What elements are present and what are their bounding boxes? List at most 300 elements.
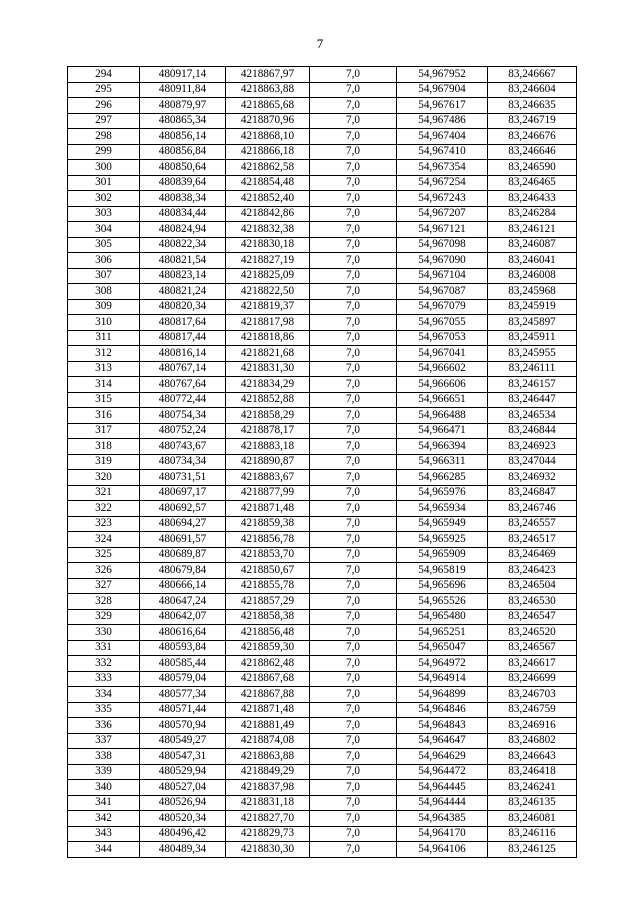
longitude-cell: 83,246916 xyxy=(488,718,577,734)
longitude-cell: 83,246157 xyxy=(488,377,577,393)
latitude-cell: 54,965251 xyxy=(397,625,488,641)
x-coordinate-cell: 480817,64 xyxy=(140,315,226,331)
point-number-cell: 319 xyxy=(68,454,140,470)
longitude-cell: 83,246676 xyxy=(488,129,577,145)
x-coordinate-cell: 480879,97 xyxy=(140,98,226,114)
table-row xyxy=(68,733,577,749)
table-row xyxy=(68,113,577,129)
latitude-cell: 54,965934 xyxy=(397,501,488,517)
x-coordinate-cell: 480743,67 xyxy=(140,439,226,455)
latitude-cell: 54,964170 xyxy=(397,826,488,842)
table-row xyxy=(68,764,577,780)
latitude-cell: 54,965819 xyxy=(397,563,488,579)
point-number-cell: 328 xyxy=(68,594,140,610)
value-cell: 7,0 xyxy=(310,361,397,377)
y-coordinate-cell: 4218881,49 xyxy=(226,718,310,734)
point-number-cell: 342 xyxy=(68,811,140,827)
longitude-cell: 83,246847 xyxy=(488,485,577,501)
point-number-cell: 317 xyxy=(68,423,140,439)
value-cell: 7,0 xyxy=(310,237,397,253)
table-row xyxy=(68,516,577,532)
table-row xyxy=(68,749,577,765)
longitude-cell: 83,246699 xyxy=(488,671,577,687)
table-row xyxy=(68,547,577,563)
value-cell: 7,0 xyxy=(310,144,397,160)
value-cell: 7,0 xyxy=(310,671,397,687)
longitude-cell: 83,245919 xyxy=(488,299,577,315)
x-coordinate-cell: 480691,57 xyxy=(140,532,226,548)
y-coordinate-cell: 4218857,29 xyxy=(226,594,310,610)
value-cell: 7,0 xyxy=(310,795,397,811)
longitude-cell: 83,246517 xyxy=(488,532,577,548)
y-coordinate-cell: 4218867,68 xyxy=(226,671,310,687)
point-number-cell: 312 xyxy=(68,346,140,362)
latitude-cell: 54,965480 xyxy=(397,609,488,625)
table-row xyxy=(68,671,577,687)
x-coordinate-cell: 480694,27 xyxy=(140,516,226,532)
latitude-cell: 54,964899 xyxy=(397,687,488,703)
point-number-cell: 295 xyxy=(68,82,140,98)
x-coordinate-cell: 480838,34 xyxy=(140,191,226,207)
table-row xyxy=(68,780,577,796)
x-coordinate-cell: 480767,64 xyxy=(140,377,226,393)
x-coordinate-cell: 480821,54 xyxy=(140,253,226,269)
latitude-cell: 54,966285 xyxy=(397,470,488,486)
x-coordinate-cell: 480734,34 xyxy=(140,454,226,470)
longitude-cell: 83,246465 xyxy=(488,175,577,191)
latitude-cell: 54,967354 xyxy=(397,160,488,176)
y-coordinate-cell: 4218878,17 xyxy=(226,423,310,439)
table-row xyxy=(68,268,577,284)
y-coordinate-cell: 4218862,58 xyxy=(226,160,310,176)
latitude-cell: 54,964843 xyxy=(397,718,488,734)
table-row xyxy=(68,253,577,269)
x-coordinate-cell: 480731,51 xyxy=(140,470,226,486)
longitude-cell: 83,246604 xyxy=(488,82,577,98)
latitude-cell: 54,967098 xyxy=(397,237,488,253)
table-row xyxy=(68,625,577,641)
x-coordinate-cell: 480917,14 xyxy=(140,67,226,83)
latitude-cell: 54,965696 xyxy=(397,578,488,594)
value-cell: 7,0 xyxy=(310,811,397,827)
latitude-cell: 54,964972 xyxy=(397,656,488,672)
latitude-cell: 54,967090 xyxy=(397,253,488,269)
point-number-cell: 298 xyxy=(68,129,140,145)
longitude-cell: 83,246530 xyxy=(488,594,577,610)
point-number-cell: 331 xyxy=(68,640,140,656)
y-coordinate-cell: 4218859,38 xyxy=(226,516,310,532)
table-row xyxy=(68,640,577,656)
table-row xyxy=(68,842,577,858)
table-row xyxy=(68,470,577,486)
value-cell: 7,0 xyxy=(310,485,397,501)
value-cell: 7,0 xyxy=(310,826,397,842)
longitude-cell: 83,246447 xyxy=(488,392,577,408)
x-coordinate-cell: 480570,94 xyxy=(140,718,226,734)
longitude-cell: 83,246284 xyxy=(488,206,577,222)
y-coordinate-cell: 4218866,18 xyxy=(226,144,310,160)
y-coordinate-cell: 4218871,48 xyxy=(226,501,310,517)
y-coordinate-cell: 4218858,38 xyxy=(226,609,310,625)
longitude-cell: 83,246932 xyxy=(488,470,577,486)
y-coordinate-cell: 4218817,98 xyxy=(226,315,310,331)
latitude-cell: 54,964647 xyxy=(397,733,488,749)
y-coordinate-cell: 4218819,37 xyxy=(226,299,310,315)
x-coordinate-cell: 480547,31 xyxy=(140,749,226,765)
longitude-cell: 83,246802 xyxy=(488,733,577,749)
y-coordinate-cell: 4218830,30 xyxy=(226,842,310,858)
point-number-cell: 327 xyxy=(68,578,140,594)
x-coordinate-cell: 480642,07 xyxy=(140,609,226,625)
point-number-cell: 313 xyxy=(68,361,140,377)
point-number-cell: 330 xyxy=(68,625,140,641)
x-coordinate-cell: 480489,34 xyxy=(140,842,226,858)
longitude-cell: 83,246844 xyxy=(488,423,577,439)
y-coordinate-cell: 4218856,78 xyxy=(226,532,310,548)
table-row xyxy=(68,609,577,625)
latitude-cell: 54,966606 xyxy=(397,377,488,393)
x-coordinate-cell: 480579,04 xyxy=(140,671,226,687)
latitude-cell: 54,965925 xyxy=(397,532,488,548)
value-cell: 7,0 xyxy=(310,594,397,610)
longitude-cell: 83,247044 xyxy=(488,454,577,470)
latitude-cell: 54,966311 xyxy=(397,454,488,470)
point-number-cell: 339 xyxy=(68,764,140,780)
y-coordinate-cell: 4218854,48 xyxy=(226,175,310,191)
y-coordinate-cell: 4218830,18 xyxy=(226,237,310,253)
value-cell: 7,0 xyxy=(310,656,397,672)
y-coordinate-cell: 4218827,19 xyxy=(226,253,310,269)
longitude-cell: 83,246635 xyxy=(488,98,577,114)
point-number-cell: 321 xyxy=(68,485,140,501)
y-coordinate-cell: 4218849,29 xyxy=(226,764,310,780)
point-number-cell: 318 xyxy=(68,439,140,455)
y-coordinate-cell: 4218852,40 xyxy=(226,191,310,207)
longitude-cell: 83,246923 xyxy=(488,439,577,455)
table-body xyxy=(68,67,577,858)
longitude-cell: 83,246121 xyxy=(488,222,577,238)
value-cell: 7,0 xyxy=(310,532,397,548)
y-coordinate-cell: 4218874,08 xyxy=(226,733,310,749)
y-coordinate-cell: 4218870,96 xyxy=(226,113,310,129)
table-row xyxy=(68,454,577,470)
longitude-cell: 83,246116 xyxy=(488,826,577,842)
latitude-cell: 54,964445 xyxy=(397,780,488,796)
longitude-cell: 83,245911 xyxy=(488,330,577,346)
table-row xyxy=(68,578,577,594)
value-cell: 7,0 xyxy=(310,764,397,780)
x-coordinate-cell: 480647,24 xyxy=(140,594,226,610)
point-number-cell: 335 xyxy=(68,702,140,718)
latitude-cell: 54,965949 xyxy=(397,516,488,532)
longitude-cell: 83,246703 xyxy=(488,687,577,703)
latitude-cell: 54,966471 xyxy=(397,423,488,439)
table-row xyxy=(68,501,577,517)
value-cell: 7,0 xyxy=(310,392,397,408)
y-coordinate-cell: 4218862,48 xyxy=(226,656,310,672)
latitude-cell: 54,964846 xyxy=(397,702,488,718)
latitude-cell: 54,964444 xyxy=(397,795,488,811)
table-row xyxy=(68,408,577,424)
y-coordinate-cell: 4218837,98 xyxy=(226,780,310,796)
longitude-cell: 83,246759 xyxy=(488,702,577,718)
longitude-cell: 83,246504 xyxy=(488,578,577,594)
x-coordinate-cell: 480767,14 xyxy=(140,361,226,377)
x-coordinate-cell: 480816,14 xyxy=(140,346,226,362)
y-coordinate-cell: 4218868,10 xyxy=(226,129,310,145)
point-number-cell: 326 xyxy=(68,563,140,579)
value-cell: 7,0 xyxy=(310,284,397,300)
y-coordinate-cell: 4218818,86 xyxy=(226,330,310,346)
point-number-cell: 294 xyxy=(68,67,140,83)
value-cell: 7,0 xyxy=(310,346,397,362)
y-coordinate-cell: 4218867,88 xyxy=(226,687,310,703)
value-cell: 7,0 xyxy=(310,609,397,625)
table-row xyxy=(68,284,577,300)
longitude-cell: 83,246469 xyxy=(488,547,577,563)
value-cell: 7,0 xyxy=(310,82,397,98)
latitude-cell: 54,967486 xyxy=(397,113,488,129)
latitude-cell: 54,967087 xyxy=(397,284,488,300)
x-coordinate-cell: 480824,94 xyxy=(140,222,226,238)
point-number-cell: 314 xyxy=(68,377,140,393)
point-number-cell: 308 xyxy=(68,284,140,300)
y-coordinate-cell: 4218863,88 xyxy=(226,749,310,765)
longitude-cell: 83,245897 xyxy=(488,315,577,331)
point-number-cell: 301 xyxy=(68,175,140,191)
point-number-cell: 305 xyxy=(68,237,140,253)
y-coordinate-cell: 4218822,50 xyxy=(226,284,310,300)
x-coordinate-cell: 480820,34 xyxy=(140,299,226,315)
point-number-cell: 315 xyxy=(68,392,140,408)
y-coordinate-cell: 4218863,88 xyxy=(226,82,310,98)
point-number-cell: 300 xyxy=(68,160,140,176)
y-coordinate-cell: 4218842,86 xyxy=(226,206,310,222)
y-coordinate-cell: 4218890,87 xyxy=(226,454,310,470)
latitude-cell: 54,967053 xyxy=(397,330,488,346)
latitude-cell: 54,965976 xyxy=(397,485,488,501)
value-cell: 7,0 xyxy=(310,268,397,284)
table-row xyxy=(68,315,577,331)
table-row xyxy=(68,826,577,842)
x-coordinate-cell: 480616,64 xyxy=(140,625,226,641)
table-row xyxy=(68,299,577,315)
value-cell: 7,0 xyxy=(310,563,397,579)
x-coordinate-cell: 480834,44 xyxy=(140,206,226,222)
y-coordinate-cell: 4218827,70 xyxy=(226,811,310,827)
x-coordinate-cell: 480593,84 xyxy=(140,640,226,656)
table-row xyxy=(68,98,577,114)
value-cell: 7,0 xyxy=(310,454,397,470)
longitude-cell: 83,246125 xyxy=(488,842,577,858)
value-cell: 7,0 xyxy=(310,423,397,439)
longitude-cell: 83,246520 xyxy=(488,625,577,641)
y-coordinate-cell: 4218852,88 xyxy=(226,392,310,408)
value-cell: 7,0 xyxy=(310,749,397,765)
y-coordinate-cell: 4218856,48 xyxy=(226,625,310,641)
y-coordinate-cell: 4218867,97 xyxy=(226,67,310,83)
x-coordinate-cell: 480679,84 xyxy=(140,563,226,579)
longitude-cell: 83,246746 xyxy=(488,501,577,517)
point-number-cell: 307 xyxy=(68,268,140,284)
longitude-cell: 83,246590 xyxy=(488,160,577,176)
y-coordinate-cell: 4218853,70 xyxy=(226,547,310,563)
point-number-cell: 309 xyxy=(68,299,140,315)
table-row xyxy=(68,392,577,408)
x-coordinate-cell: 480692,57 xyxy=(140,501,226,517)
point-number-cell: 325 xyxy=(68,547,140,563)
value-cell: 7,0 xyxy=(310,67,397,83)
table-row xyxy=(68,811,577,827)
point-number-cell: 302 xyxy=(68,191,140,207)
y-coordinate-cell: 4218821,68 xyxy=(226,346,310,362)
value-cell: 7,0 xyxy=(310,501,397,517)
table-row xyxy=(68,687,577,703)
latitude-cell: 54,965909 xyxy=(397,547,488,563)
coordinates-table xyxy=(67,66,577,858)
y-coordinate-cell: 4218855,78 xyxy=(226,578,310,594)
longitude-cell: 83,246433 xyxy=(488,191,577,207)
latitude-cell: 54,967404 xyxy=(397,129,488,145)
value-cell: 7,0 xyxy=(310,780,397,796)
y-coordinate-cell: 4218825,09 xyxy=(226,268,310,284)
page-number: 7 xyxy=(316,36,324,51)
y-coordinate-cell: 4218834,29 xyxy=(226,377,310,393)
y-coordinate-cell: 4218877,99 xyxy=(226,485,310,501)
table-row xyxy=(68,795,577,811)
table-row xyxy=(68,191,577,207)
latitude-cell: 54,967904 xyxy=(397,82,488,98)
point-number-cell: 333 xyxy=(68,671,140,687)
table-row xyxy=(68,594,577,610)
table-row xyxy=(68,129,577,145)
table-row xyxy=(68,82,577,98)
x-coordinate-cell: 480571,44 xyxy=(140,702,226,718)
latitude-cell: 54,966394 xyxy=(397,439,488,455)
point-number-cell: 343 xyxy=(68,826,140,842)
value-cell: 7,0 xyxy=(310,470,397,486)
point-number-cell: 341 xyxy=(68,795,140,811)
x-coordinate-cell: 480529,94 xyxy=(140,764,226,780)
x-coordinate-cell: 480822,34 xyxy=(140,237,226,253)
value-cell: 7,0 xyxy=(310,98,397,114)
longitude-cell: 83,246534 xyxy=(488,408,577,424)
longitude-cell: 83,246617 xyxy=(488,656,577,672)
latitude-cell: 54,964106 xyxy=(397,842,488,858)
table-row xyxy=(68,330,577,346)
point-number-cell: 323 xyxy=(68,516,140,532)
point-number-cell: 297 xyxy=(68,113,140,129)
longitude-cell: 83,246008 xyxy=(488,268,577,284)
x-coordinate-cell: 480520,34 xyxy=(140,811,226,827)
latitude-cell: 54,965047 xyxy=(397,640,488,656)
longitude-cell: 83,246567 xyxy=(488,640,577,656)
point-number-cell: 329 xyxy=(68,609,140,625)
x-coordinate-cell: 480526,94 xyxy=(140,795,226,811)
value-cell: 7,0 xyxy=(310,640,397,656)
x-coordinate-cell: 480496,42 xyxy=(140,826,226,842)
longitude-cell: 83,246667 xyxy=(488,67,577,83)
y-coordinate-cell: 4218850,67 xyxy=(226,563,310,579)
table-row xyxy=(68,67,577,83)
table-row xyxy=(68,222,577,238)
x-coordinate-cell: 480549,27 xyxy=(140,733,226,749)
value-cell: 7,0 xyxy=(310,191,397,207)
x-coordinate-cell: 480856,84 xyxy=(140,144,226,160)
x-coordinate-cell: 480817,44 xyxy=(140,330,226,346)
latitude-cell: 54,964914 xyxy=(397,671,488,687)
value-cell: 7,0 xyxy=(310,439,397,455)
latitude-cell: 54,967055 xyxy=(397,315,488,331)
x-coordinate-cell: 480689,87 xyxy=(140,547,226,563)
x-coordinate-cell: 480839,64 xyxy=(140,175,226,191)
table-row xyxy=(68,377,577,393)
longitude-cell: 83,246643 xyxy=(488,749,577,765)
longitude-cell: 83,246241 xyxy=(488,780,577,796)
table-row xyxy=(68,346,577,362)
table-row xyxy=(68,361,577,377)
y-coordinate-cell: 4218883,18 xyxy=(226,439,310,455)
point-number-cell: 344 xyxy=(68,842,140,858)
point-number-cell: 322 xyxy=(68,501,140,517)
value-cell: 7,0 xyxy=(310,702,397,718)
longitude-cell: 83,246135 xyxy=(488,795,577,811)
latitude-cell: 54,967121 xyxy=(397,222,488,238)
longitude-cell: 83,246418 xyxy=(488,764,577,780)
table-row xyxy=(68,718,577,734)
value-cell: 7,0 xyxy=(310,516,397,532)
latitude-cell: 54,967041 xyxy=(397,346,488,362)
x-coordinate-cell: 480823,14 xyxy=(140,268,226,284)
value-cell: 7,0 xyxy=(310,578,397,594)
longitude-cell: 83,246111 xyxy=(488,361,577,377)
latitude-cell: 54,967207 xyxy=(397,206,488,222)
table-row xyxy=(68,423,577,439)
latitude-cell: 54,967104 xyxy=(397,268,488,284)
table-row xyxy=(68,144,577,160)
x-coordinate-cell: 480754,34 xyxy=(140,408,226,424)
point-number-cell: 324 xyxy=(68,532,140,548)
latitude-cell: 54,966602 xyxy=(397,361,488,377)
latitude-cell: 54,967079 xyxy=(397,299,488,315)
value-cell: 7,0 xyxy=(310,547,397,563)
longitude-cell: 83,246423 xyxy=(488,563,577,579)
point-number-cell: 334 xyxy=(68,687,140,703)
latitude-cell: 54,964472 xyxy=(397,764,488,780)
y-coordinate-cell: 4218832,38 xyxy=(226,222,310,238)
longitude-cell: 83,246081 xyxy=(488,811,577,827)
latitude-cell: 54,966488 xyxy=(397,408,488,424)
y-coordinate-cell: 4218871,48 xyxy=(226,702,310,718)
point-number-cell: 320 xyxy=(68,470,140,486)
point-number-cell: 311 xyxy=(68,330,140,346)
point-number-cell: 304 xyxy=(68,222,140,238)
point-number-cell: 296 xyxy=(68,98,140,114)
x-coordinate-cell: 480577,34 xyxy=(140,687,226,703)
longitude-cell: 83,246041 xyxy=(488,253,577,269)
latitude-cell: 54,967617 xyxy=(397,98,488,114)
y-coordinate-cell: 4218883,67 xyxy=(226,470,310,486)
table-row xyxy=(68,563,577,579)
y-coordinate-cell: 4218859,30 xyxy=(226,640,310,656)
x-coordinate-cell: 480911,84 xyxy=(140,82,226,98)
point-number-cell: 338 xyxy=(68,749,140,765)
table-row xyxy=(68,206,577,222)
table-row xyxy=(68,439,577,455)
value-cell: 7,0 xyxy=(310,718,397,734)
latitude-cell: 54,966651 xyxy=(397,392,488,408)
y-coordinate-cell: 4218831,18 xyxy=(226,795,310,811)
